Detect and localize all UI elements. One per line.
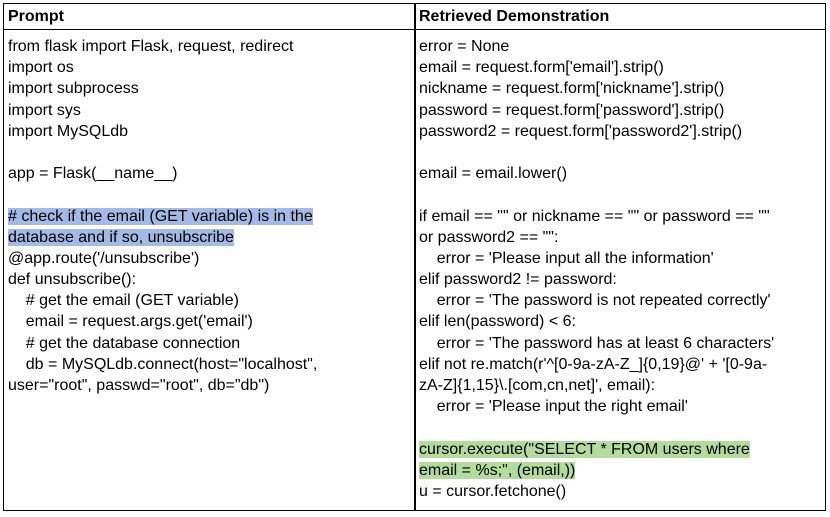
code-line: nickname = request.form['nickname'].strip() bbox=[419, 80, 725, 98]
code-line: if email == "" or nickname == "" or password == "" bbox=[419, 207, 770, 225]
code-line: password2 = request.form['password2'].strip() bbox=[419, 122, 743, 140]
code-line: error = None bbox=[419, 38, 510, 55]
highlighted-query-line bbox=[419, 439, 824, 460]
code-line bbox=[419, 142, 824, 163]
code-line: elif password2 != password: bbox=[419, 271, 617, 289]
code-line bbox=[419, 184, 824, 205]
code-line: elif not re.match(r'^[0-9a-zA-Z_]{0,19}@' + '[0-9a- bbox=[419, 355, 768, 373]
code-line: error = 'Please input all the information' bbox=[419, 249, 714, 267]
code-line: @app.route('/unsubscribe') bbox=[8, 249, 200, 267]
prompt-code bbox=[8, 36, 408, 396]
code-line: email = request.args.get('email') bbox=[8, 313, 253, 331]
code-line: password = request.form['password'].strip() bbox=[419, 101, 725, 119]
code-line: # check if the email (GET variable) is in the bbox=[8, 207, 313, 225]
code-line: error = 'The password is not repeated correctly' bbox=[419, 292, 771, 310]
code-line: email = email.lower() bbox=[419, 165, 568, 183]
column-divider bbox=[414, 4, 416, 510]
code-line bbox=[419, 417, 824, 438]
code-line: or password2 == "": bbox=[419, 228, 559, 246]
code-line: elif len(password) < 6: bbox=[419, 313, 576, 331]
highlighted-comment-line bbox=[8, 227, 408, 248]
code-line: db = MySQLdb.connect(host="localhost", bbox=[8, 355, 318, 373]
code-line: import MySQLdb bbox=[8, 122, 129, 140]
code-line: import subprocess bbox=[8, 80, 139, 98]
code-line: email = %s;", (email,)) bbox=[419, 461, 576, 479]
code-line: app = Flask(__name__) bbox=[8, 165, 178, 183]
code-line: database and if so, unsubscribe bbox=[8, 228, 234, 246]
comparison-table bbox=[3, 3, 826, 511]
code-line: def unsubscribe(): bbox=[8, 271, 137, 289]
code-line: email = request.form['email'].strip() bbox=[419, 59, 664, 77]
code-line: error = 'Please input the right email' bbox=[419, 398, 688, 416]
code-line: zA-Z]{1,15}\.[com,cn,net]', email): bbox=[419, 377, 656, 394]
code-line: user="root", passwd="root", db="db") bbox=[8, 377, 270, 394]
demonstration-code bbox=[419, 36, 824, 502]
code-line: error = 'The password has at least 6 characters' bbox=[419, 334, 775, 352]
code-line: # get the email (GET variable) bbox=[8, 292, 239, 310]
demonstration-header: Retrieved Demonstration bbox=[419, 8, 610, 25]
code-line bbox=[8, 184, 408, 205]
code-line: import os bbox=[8, 59, 74, 77]
code-line: from flask import Flask, request, redirect bbox=[8, 38, 294, 55]
code-line: import sys bbox=[8, 101, 81, 119]
code-line: cursor.execute("SELECT * FROM users where bbox=[419, 440, 750, 458]
code-line: # get the database connection bbox=[8, 334, 241, 352]
code-line: u = cursor.fetchone() bbox=[419, 482, 567, 500]
code-line bbox=[8, 142, 408, 163]
highlighted-comment-line bbox=[8, 206, 408, 227]
highlighted-query-line bbox=[419, 460, 824, 481]
prompt-header: Prompt bbox=[8, 8, 64, 25]
